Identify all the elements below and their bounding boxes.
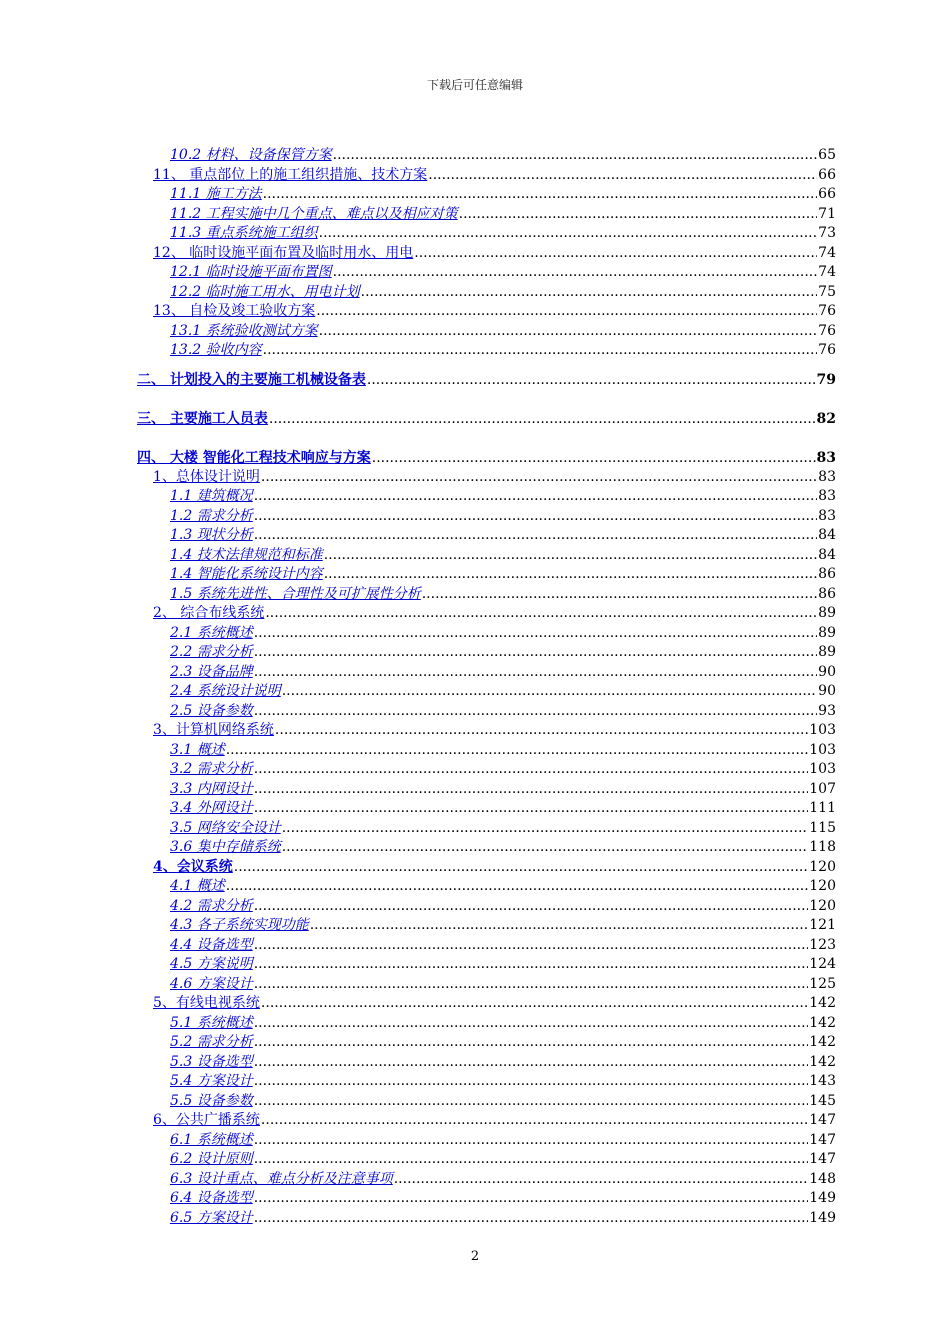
toc-entry-label[interactable]: 10.2 材料、设备保管方案 [170, 147, 332, 163]
toc-entry[interactable] [170, 263, 836, 282]
toc-entry-page: 143 [809, 1073, 836, 1089]
toc-leader-dots [333, 146, 818, 165]
toc-leader-dots [282, 838, 809, 857]
toc-entry-page: 124 [809, 956, 836, 972]
toc-entry-label[interactable]: 4.6 方案设计 [170, 975, 253, 992]
toc-entry[interactable] [153, 468, 836, 487]
toc-entry[interactable] [170, 819, 836, 838]
toc-entry-label[interactable]: 1.2 需求分析 [170, 507, 253, 524]
toc-entry[interactable] [170, 341, 836, 360]
toc-entry-page: 83 [818, 507, 836, 524]
toc-entry[interactable] [170, 760, 836, 779]
toc-entry[interactable] [170, 702, 836, 721]
toc-leader-dots [261, 994, 808, 1013]
toc-entry[interactable] [170, 185, 836, 204]
toc-leader-dots [319, 322, 818, 341]
toc-leader-dots [310, 916, 809, 935]
toc-entry[interactable] [170, 322, 836, 341]
toc-leader-dots [254, 1092, 809, 1111]
toc-entry-page: 83 [818, 488, 836, 504]
toc-leader-dots [254, 643, 817, 662]
toc-entry-page: 142 [809, 1034, 836, 1050]
toc-entry-label[interactable]: 1.3 现状分析 [170, 527, 253, 543]
toc-entry-page: 83 [818, 468, 836, 485]
toc-leader-dots [254, 507, 817, 526]
toc-leader-dots [275, 721, 808, 740]
toc-entry-label[interactable]: 3.3 内网设计 [170, 780, 253, 797]
toc-entry-page: 74 [818, 264, 836, 280]
toc-entry[interactable] [170, 1014, 836, 1033]
toc-leader-dots [226, 741, 809, 760]
toc-entry-label[interactable]: 3.2 需求分析 [170, 761, 253, 777]
toc-leader-dots [254, 702, 817, 721]
toc-entry-label[interactable]: 5.5 设备参数 [170, 1092, 253, 1109]
toc-entry[interactable] [153, 302, 836, 321]
toc-leader-dots [324, 565, 817, 584]
toc-entry-label[interactable]: 3.6 集中存储系统 [170, 839, 281, 855]
toc-entry[interactable] [153, 721, 836, 740]
toc-entry-label[interactable]: 2.3 设备品牌 [170, 663, 253, 680]
toc-entry-label[interactable]: 2.5 设备参数 [170, 702, 253, 719]
toc-entry[interactable] [170, 1131, 836, 1150]
toc-entry[interactable] [137, 410, 836, 429]
toc-leader-dots [226, 877, 809, 896]
toc-entry-label[interactable]: 6.3 设计重点、难点分析及注意事项 [170, 1170, 393, 1187]
toc-entry-page: 84 [818, 546, 836, 563]
toc-entry-page: 111 [809, 800, 836, 816]
toc-entry-label[interactable]: 4、会议系统 [153, 858, 233, 875]
toc-entry-page: 120 [809, 897, 836, 914]
toc-entry-page: 121 [809, 917, 836, 933]
toc-leader-dots [361, 283, 818, 302]
toc-entry-page: 86 [818, 585, 836, 602]
toc-entry[interactable] [170, 507, 836, 526]
toc-entry-label[interactable]: 3.5 网络安全设计 [170, 819, 281, 836]
toc-entry-label[interactable]: 12.1 临时设施平面布置图 [170, 264, 332, 280]
toc-entry-label[interactable]: 3、计算机网络系统 [153, 722, 274, 738]
toc-entry[interactable] [170, 955, 836, 974]
toc-entry-label[interactable]: 5.1 系统概述 [170, 1014, 253, 1031]
toc-entry[interactable] [153, 994, 836, 1013]
toc-entry-page: 149 [809, 1209, 836, 1226]
toc-entry-label[interactable]: 2、 综合布线系统 [153, 605, 265, 621]
toc-entry-label[interactable]: 12.2 临时施工用水、用电计划 [170, 283, 360, 300]
toc-leader-dots [282, 682, 817, 701]
toc-leader-dots [269, 410, 816, 429]
toc-entry[interactable] [170, 224, 836, 243]
toc-entry[interactable] [170, 487, 836, 506]
toc-entry-label[interactable]: 3.4 外网设计 [170, 800, 253, 816]
toc-entry[interactable] [170, 1072, 836, 1091]
toc-entry-label[interactable]: 4.2 需求分析 [170, 897, 253, 914]
toc-entry[interactable] [170, 546, 836, 565]
toc-entry-label[interactable]: 6.2 设计原则 [170, 1151, 253, 1167]
toc-entry-page: 142 [809, 1014, 836, 1031]
toc-entry-page: 103 [809, 741, 836, 758]
toc-entry-label[interactable]: 4.5 方案说明 [170, 956, 253, 972]
toc-entry-label[interactable]: 1.4 智能化系统设计内容 [170, 566, 323, 582]
toc-entry-label[interactable]: 13.1 系统验收测试方案 [170, 322, 318, 339]
toc-entry-page: 90 [818, 663, 836, 680]
toc-leader-dots [367, 371, 816, 390]
toc-entry-label[interactable]: 四、 大楼 智能化工程技术响应与方案 [137, 449, 371, 466]
toc-entry-label[interactable]: 5、有线电视系统 [153, 995, 260, 1011]
toc-entry-page: 103 [809, 722, 836, 738]
toc-leader-dots [234, 858, 809, 877]
toc-leader-dots [254, 1033, 809, 1052]
toc-entry[interactable] [170, 1092, 836, 1111]
toc-leader-dots [254, 975, 809, 994]
toc-entry-page: 74 [818, 244, 836, 261]
toc-entry-page: 76 [818, 322, 836, 339]
toc-leader-dots [254, 1072, 809, 1091]
toc-entry[interactable] [153, 244, 836, 263]
toc-leader-dots [263, 185, 818, 204]
toc-entry[interactable] [170, 780, 836, 799]
toc-entry-page: 118 [809, 839, 836, 855]
toc-leader-dots [254, 760, 809, 779]
toc-entry-page: 123 [809, 936, 836, 953]
toc-entry-page: 65 [818, 147, 836, 163]
toc-entry[interactable] [170, 741, 836, 760]
toc-entry[interactable] [170, 205, 836, 224]
toc-entry-label[interactable]: 11、 重点部位上的施工组织措施、技术方案 [153, 166, 428, 183]
toc-entry-label[interactable]: 6、公共广播系统 [153, 1112, 260, 1128]
toc-entry[interactable] [170, 283, 836, 302]
toc-entry[interactable] [153, 1111, 836, 1130]
toc-entry[interactable] [170, 526, 836, 545]
toc-leader-dots [324, 546, 817, 565]
toc-entry-page: 79 [816, 371, 836, 388]
toc-leader-dots [319, 224, 818, 243]
toc-entry-label[interactable]: 1、总体设计说明 [153, 468, 260, 485]
toc-leader-dots [254, 526, 817, 545]
toc-entry-page: 142 [809, 995, 836, 1011]
toc-entry-page: 90 [818, 683, 836, 699]
toc-entry[interactable] [170, 1053, 836, 1072]
toc-entry-label[interactable]: 2.1 系统概述 [170, 624, 253, 641]
toc-entry[interactable] [153, 858, 836, 877]
toc-entry[interactable] [170, 682, 836, 701]
toc-entry-page: 76 [818, 342, 836, 358]
toc-entry-label[interactable]: 11.3 重点系统施工组织 [170, 225, 318, 241]
toc-entry[interactable] [170, 1170, 836, 1189]
toc-leader-dots [254, 955, 809, 974]
toc-entry-page: 145 [809, 1092, 836, 1109]
toc-entry-page: 66 [818, 186, 836, 202]
toc-entry-label[interactable]: 三、 主要施工人员表 [137, 410, 268, 427]
toc-entry-label[interactable]: 4.3 各子系统实现功能 [170, 917, 309, 933]
toc-entry[interactable] [170, 897, 836, 916]
toc-entry-label[interactable]: 11.1 施工方法 [170, 186, 262, 202]
toc-entry-page: 147 [809, 1151, 836, 1167]
toc-entry-page: 66 [818, 166, 836, 183]
toc-entry-label[interactable]: 5.4 方案设计 [170, 1073, 253, 1089]
toc-entry-page: 120 [809, 858, 836, 875]
toc-entry[interactable] [170, 975, 836, 994]
toc-entry-page: 89 [818, 624, 836, 641]
toc-entry[interactable] [170, 1209, 836, 1228]
toc-leader-dots [459, 205, 818, 224]
toc-entry-label[interactable]: 12、 临时设施平面布置及临时用水、用电 [153, 244, 414, 261]
toc-entry[interactable] [170, 799, 836, 818]
toc-leader-dots [254, 936, 809, 955]
toc-leader-dots [422, 585, 817, 604]
toc-entry[interactable] [153, 604, 836, 623]
toc-entry-page: 71 [818, 205, 836, 222]
toc-leader-dots [254, 1131, 809, 1150]
toc-entry[interactable] [137, 371, 836, 390]
toc-entry[interactable] [170, 1033, 836, 1052]
toc-leader-dots [333, 263, 818, 282]
toc-entry[interactable] [170, 643, 836, 662]
toc-entry-page: 84 [818, 527, 836, 543]
toc-entry-label[interactable]: 3.1 概述 [170, 741, 225, 758]
toc-entry-page: 115 [809, 819, 836, 836]
toc-entry[interactable] [170, 146, 836, 165]
toc-entry-label[interactable]: 1.5 系统先进性、合理性及可扩展性分析 [170, 585, 421, 602]
toc-leader-dots [254, 897, 809, 916]
toc-leader-dots [254, 1189, 809, 1208]
toc-entry-page: 147 [809, 1131, 836, 1148]
toc-leader-dots [282, 819, 809, 838]
page-header: 下载后可任意编辑 [426, 78, 523, 92]
toc-entry-page: 93 [818, 702, 836, 719]
toc-entry-label[interactable]: 5.3 设备选型 [170, 1053, 253, 1070]
toc-entry-page: 86 [818, 566, 836, 582]
toc-leader-dots [261, 468, 817, 487]
toc-entry-label[interactable]: 6.1 系统概述 [170, 1131, 253, 1148]
toc-leader-dots [372, 449, 816, 468]
toc-entry-page: 89 [818, 605, 836, 621]
toc-leader-dots [254, 1053, 809, 1072]
toc-entry-page: 149 [809, 1190, 836, 1206]
toc-entry-page: 89 [818, 644, 836, 660]
toc-entry-page: 148 [809, 1170, 836, 1187]
toc-entry-page: 142 [809, 1053, 836, 1070]
toc-leader-dots [263, 341, 818, 360]
toc-leader-dots [254, 1150, 809, 1169]
toc-leader-dots [265, 604, 817, 623]
toc-leader-dots [316, 302, 817, 321]
toc-entry[interactable] [170, 1189, 836, 1208]
toc-entry-page: 147 [809, 1112, 836, 1128]
toc-leader-dots [428, 166, 817, 185]
toc-leader-dots [414, 244, 817, 263]
toc-entry[interactable] [170, 916, 836, 935]
toc-leader-dots [254, 799, 809, 818]
toc-entry-label[interactable]: 1.1 建筑概况 [170, 488, 253, 504]
toc-entry-label[interactable]: 2.4 系统设计说明 [170, 683, 281, 699]
toc-entry-label[interactable]: 4.4 设备选型 [170, 936, 253, 953]
toc-entry[interactable] [170, 877, 836, 896]
toc-entry-label[interactable]: 2.2 需求分析 [170, 644, 253, 660]
toc-entry-label[interactable]: 6.4 设备选型 [170, 1190, 253, 1206]
toc-leader-dots [254, 663, 817, 682]
toc-entry[interactable] [153, 166, 836, 185]
toc-leader-dots [254, 487, 817, 506]
toc-entry-label[interactable]: 4.1 概述 [170, 878, 225, 894]
toc-entry-page: 103 [809, 761, 836, 777]
toc-entry[interactable] [170, 838, 836, 857]
toc-leader-dots [254, 1014, 809, 1033]
toc-entry-label[interactable]: 13、 自检及竣工验收方案 [153, 303, 316, 319]
toc-leader-dots [254, 1209, 809, 1228]
toc-entry[interactable] [170, 585, 836, 604]
toc-leader-dots [261, 1111, 808, 1130]
toc-entry-page: 76 [818, 303, 836, 319]
toc-entry[interactable] [170, 624, 836, 643]
toc-entry[interactable] [137, 449, 836, 468]
toc-entry-label[interactable]: 二、 计划投入的主要施工机械设备表 [137, 371, 366, 388]
toc-entry-page: 83 [816, 449, 836, 466]
toc-entry-label[interactable]: 5.2 需求分析 [170, 1034, 253, 1050]
toc-leader-dots [254, 780, 809, 799]
toc-entry-page: 75 [818, 283, 836, 300]
toc-entry-page: 73 [818, 225, 836, 241]
toc-entry[interactable] [170, 663, 836, 682]
page-number: 2 [470, 1249, 480, 1264]
toc-entry-page: 125 [809, 975, 836, 992]
toc-entry[interactable] [170, 936, 836, 955]
toc-entry-label[interactable]: 1.4 技术法律规范和标准 [170, 546, 323, 563]
toc-entry-label[interactable]: 13.2 验收内容 [170, 342, 262, 358]
toc-entry-page: 107 [809, 780, 836, 797]
toc-entry-page: 120 [809, 878, 836, 894]
toc-entry[interactable] [170, 565, 836, 584]
toc-leader-dots [394, 1170, 809, 1189]
toc-leader-dots [254, 624, 817, 643]
toc-entry-page: 82 [816, 410, 836, 427]
toc-entry-label[interactable]: 6.5 方案设计 [170, 1209, 253, 1226]
toc-entry[interactable] [170, 1150, 836, 1169]
toc-entry-label[interactable]: 11.2 工程实施中几个重点、难点以及相应对策 [170, 205, 458, 222]
